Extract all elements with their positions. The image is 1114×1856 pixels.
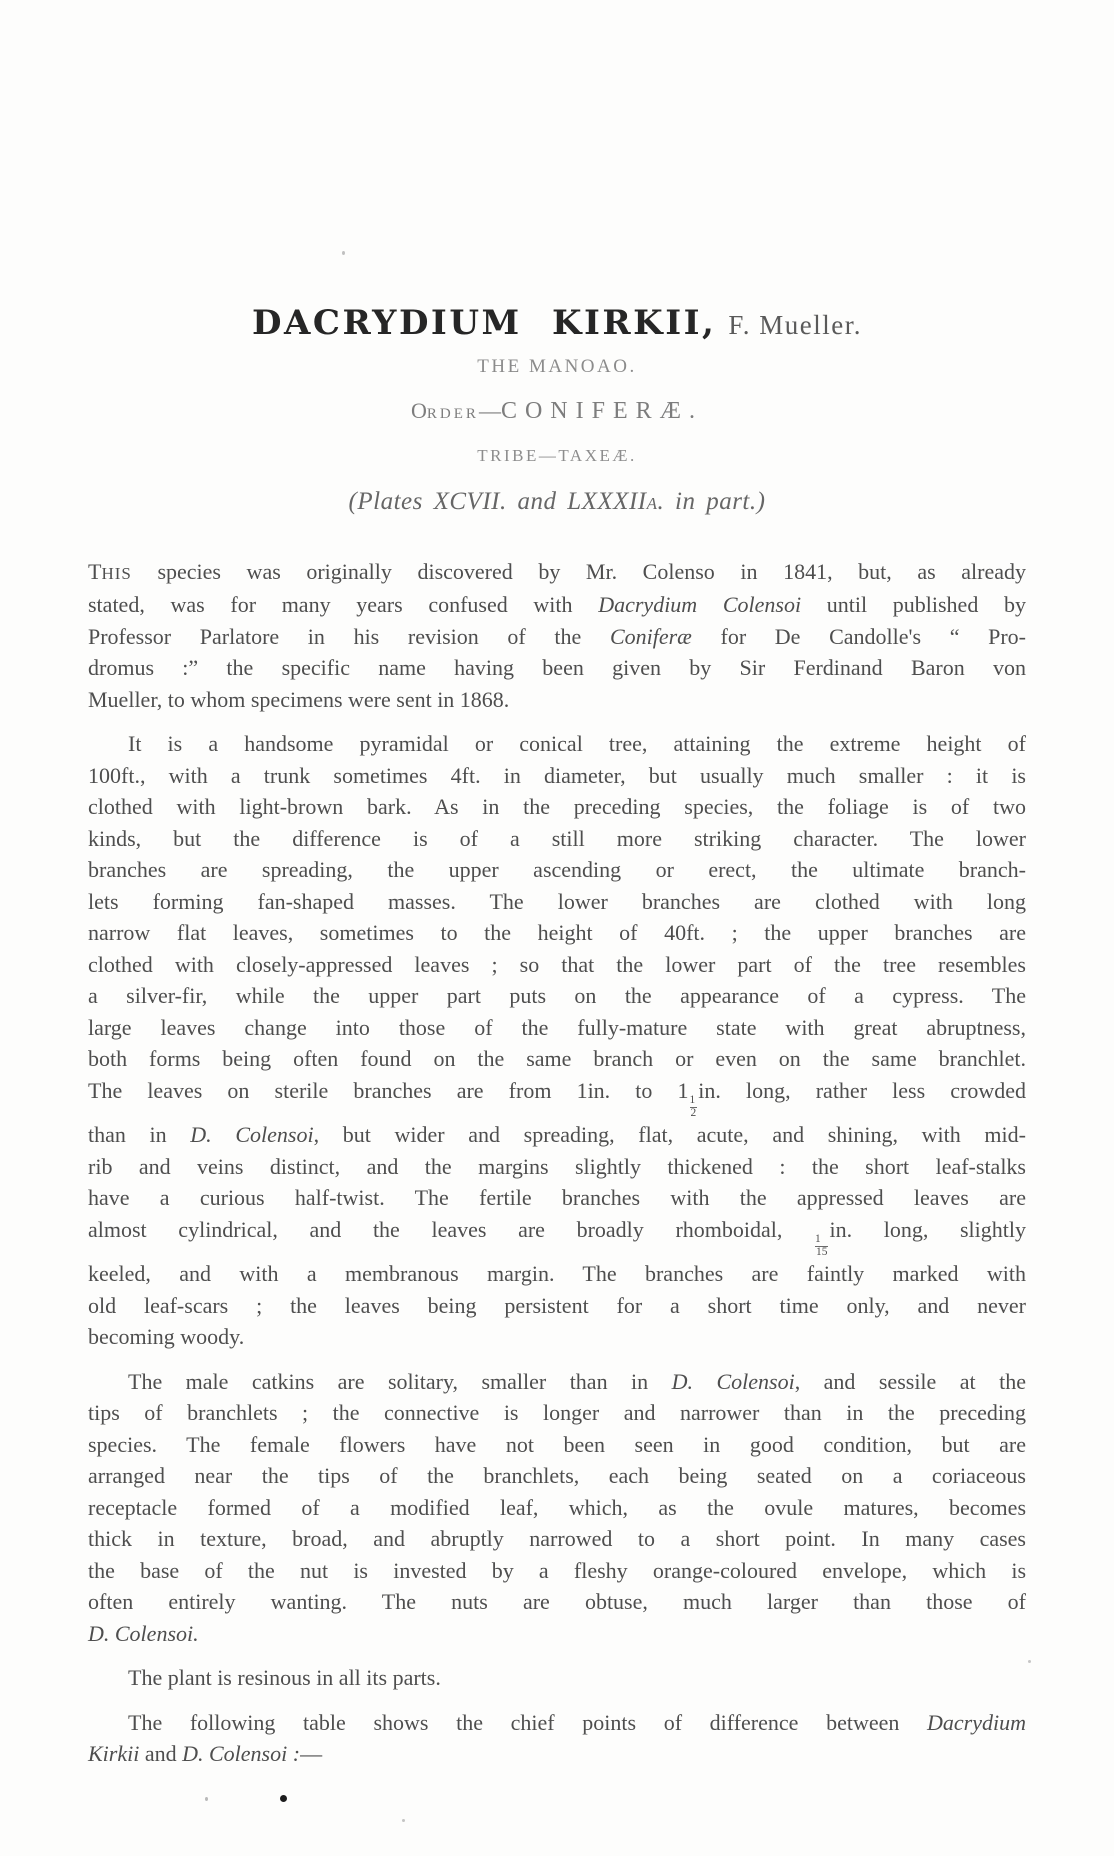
body-text [88, 556, 1026, 1770]
text-line [88, 1182, 1026, 1214]
ink-speck [1028, 1660, 1031, 1663]
text-run: It is a handsome pyramidal or conical tree, attaining the extreme height of [128, 731, 1026, 756]
text-line [88, 823, 1026, 855]
text-run: Professor Parlatore in his revision of the [88, 623, 610, 649]
plates-text-pre: (Plates XCVII. and LXXXII [348, 488, 647, 515]
text-line [88, 1492, 1026, 1524]
plates-text-post: . in part.) [657, 488, 766, 515]
text-line [88, 684, 1026, 716]
text-line [88, 1523, 1026, 1555]
heading-block [88, 303, 1026, 516]
text-run: Mueller, to whom specimens were sent in 1868. [88, 686, 510, 712]
species-author: F. Mueller. [728, 310, 862, 340]
text-run: , and sessile at the [794, 1368, 1026, 1394]
text-run: the base of the nut is invested by a fleshy orange-coloured envelope, which is [88, 1557, 1026, 1583]
order-value: CONIFERÆ. [500, 398, 703, 424]
order-label-cap: O [411, 398, 427, 423]
text-run: dromus :” the specific name having been given by Sir Ferdinand Baron von [88, 655, 1026, 680]
text-line [88, 1075, 1026, 1120]
text-line [88, 1012, 1026, 1044]
text-run: The following table shows the chief points of difference between [128, 1709, 928, 1735]
text-line [88, 1397, 1026, 1429]
text-run: Coniferæ [609, 623, 692, 649]
plates-reference [88, 488, 1026, 516]
text-line [88, 1214, 1026, 1259]
text-line [88, 791, 1026, 823]
text-run: The leaves on sterile branches are from 1in. to 1 [88, 1077, 689, 1103]
text-run: stated, was for many years confused with [88, 592, 599, 617]
paragraph [88, 1366, 1026, 1650]
text-run: old leaf-scars ; the leaves being persistent for a short time only, and never [88, 1292, 1026, 1318]
text-line [88, 1321, 1026, 1353]
text-run: narrow flat leaves, sometimes to the height of 40ft. ; the upper branches are [88, 920, 1026, 945]
text-line [88, 1290, 1026, 1322]
text-run: a silver-fir, while the upper part puts on the appearance of a cypress. The [88, 983, 1026, 1008]
text-run: D. Colensoi [190, 1122, 314, 1148]
text-run: in. long, slightly [829, 1216, 1026, 1242]
text-line [88, 1119, 1026, 1151]
text-run: D. Colensoi. [88, 1620, 199, 1646]
ink-speck [342, 251, 345, 255]
text-run: almost cylindrical, and the leaves are broadly rhomboidal, [88, 1216, 815, 1242]
order-line [88, 399, 1026, 423]
text-run: clothed with closely-appressed leaves ; so that the lower part of the tree resembles [88, 951, 1026, 977]
text-line [88, 1258, 1026, 1290]
text-line [88, 917, 1026, 949]
text-line [88, 1738, 1026, 1770]
text-run: receptacle formed of a modified leaf, which, as the ovule matures, becomes [88, 1494, 1026, 1520]
text-run: — [300, 1741, 323, 1767]
text-line [88, 728, 1026, 760]
text-run: until published by [801, 592, 1026, 617]
text-line [88, 949, 1026, 981]
text-line [88, 1618, 1026, 1650]
species-title: DACRYDIUM KIRKII, [252, 303, 717, 343]
text-run: HIS [101, 563, 132, 583]
text-run: species was originally discovered by Mr. Colenso in 1841, but, as already [131, 558, 1026, 584]
ink-speck [205, 1797, 208, 1801]
text-line [88, 1151, 1026, 1183]
text-run: D. Colensoi [671, 1368, 795, 1394]
text-line [88, 1555, 1026, 1587]
text-run: , but wider and spreading, flat, acute, and shining, with mid- [313, 1122, 1026, 1148]
text-run: often entirely wanting. The nuts are obtuse, much larger than those of [88, 1589, 1026, 1615]
text-line [88, 621, 1026, 653]
text-run: both forms being often found on the same branch or even on the same branchlet. [88, 1046, 1026, 1071]
text-run: becoming woody. [88, 1324, 245, 1350]
ink-speck [280, 1795, 287, 1802]
text-run: have a curious half-twist. The fertile branches with the appressed leaves are [88, 1185, 1026, 1211]
text-line [88, 1707, 1026, 1739]
text-line [88, 760, 1026, 792]
text-run: arranged near the tips of the branchlets, each being seated on a coriaceous [88, 1463, 1026, 1489]
common-name: THE MANOAO. [477, 356, 637, 377]
paragraph [88, 728, 1026, 1353]
order-dash: — [478, 398, 501, 423]
text-run: The plant is resinous in all its parts. [128, 1665, 441, 1691]
text-run: tips of branchlets ; the connective is longer and narrower than in the preceding [88, 1400, 1026, 1426]
text-run: rib and veins distinct, and the margins slightly thickened : the short leaf-stalks [88, 1153, 1026, 1179]
text-run: clothed with light-brown bark. As in the preceding species, the foliage is of two [88, 794, 1026, 819]
text-run: large leaves change into those of the fully-mature state with great abruptness, [88, 1014, 1026, 1040]
text-line [88, 589, 1026, 621]
text-run: keeled, and with a membranous margin. The branches are faintly marked with [88, 1261, 1026, 1287]
text-run: Dacrydium Colensoi [598, 592, 802, 617]
text-run: T [88, 558, 102, 584]
paragraph [88, 1662, 1026, 1694]
paragraph [88, 556, 1026, 716]
text-run: 100ft., with a trunk sometimes 4ft. in diameter, but usually much smaller : it is [88, 762, 1026, 788]
text-line [88, 980, 1026, 1012]
text-line [88, 886, 1026, 918]
text-run: branches are spreading, the upper ascending or erect, the ultimate branch- [88, 857, 1026, 882]
text-line [88, 1586, 1026, 1618]
text-line [88, 556, 1026, 590]
text-run: lets forming fan-shaped masses. The lower branches are clothed with long [88, 888, 1026, 914]
plates-small-cap: A [646, 494, 658, 513]
text-run: and [139, 1741, 183, 1767]
text-line [88, 854, 1026, 886]
text-line [88, 1429, 1026, 1461]
text-line [88, 1460, 1026, 1492]
fraction: $\frac{1}{2}$ [689, 1094, 697, 1119]
text-line [88, 1043, 1026, 1075]
text-run: for De Candolle's “ Pro- [691, 623, 1027, 649]
text-run: than in [88, 1122, 191, 1148]
paragraph [88, 1707, 1026, 1770]
order-label-rest: RDER [426, 406, 479, 422]
text-run: species. The female flowers have not been seen in good condition, but are [88, 1431, 1026, 1457]
text-run: thick in texture, broad, and abruptly narrowed to a short point. In many cases [88, 1526, 1026, 1552]
ink-speck [402, 1819, 405, 1822]
species-title-line [88, 303, 1026, 343]
text-run: D. Colensoi : [182, 1741, 301, 1767]
text-run: kinds, but the difference is of a still more striking character. The lower [88, 825, 1026, 851]
page-content [88, 303, 1027, 1770]
text-line [88, 1366, 1026, 1398]
text-run: Dacrydium [927, 1709, 1026, 1735]
text-line [88, 1662, 1026, 1694]
text-run: in. long, rather less crowded [698, 1077, 1027, 1103]
tribe-line: TRIBE—TAXEÆ. [477, 446, 637, 465]
fraction: $\frac{1}{15}$ [815, 1233, 828, 1258]
text-run: The male catkins are solitary, smaller than in [128, 1368, 672, 1394]
text-line [88, 652, 1026, 684]
text-run: Kirkii [88, 1741, 140, 1767]
